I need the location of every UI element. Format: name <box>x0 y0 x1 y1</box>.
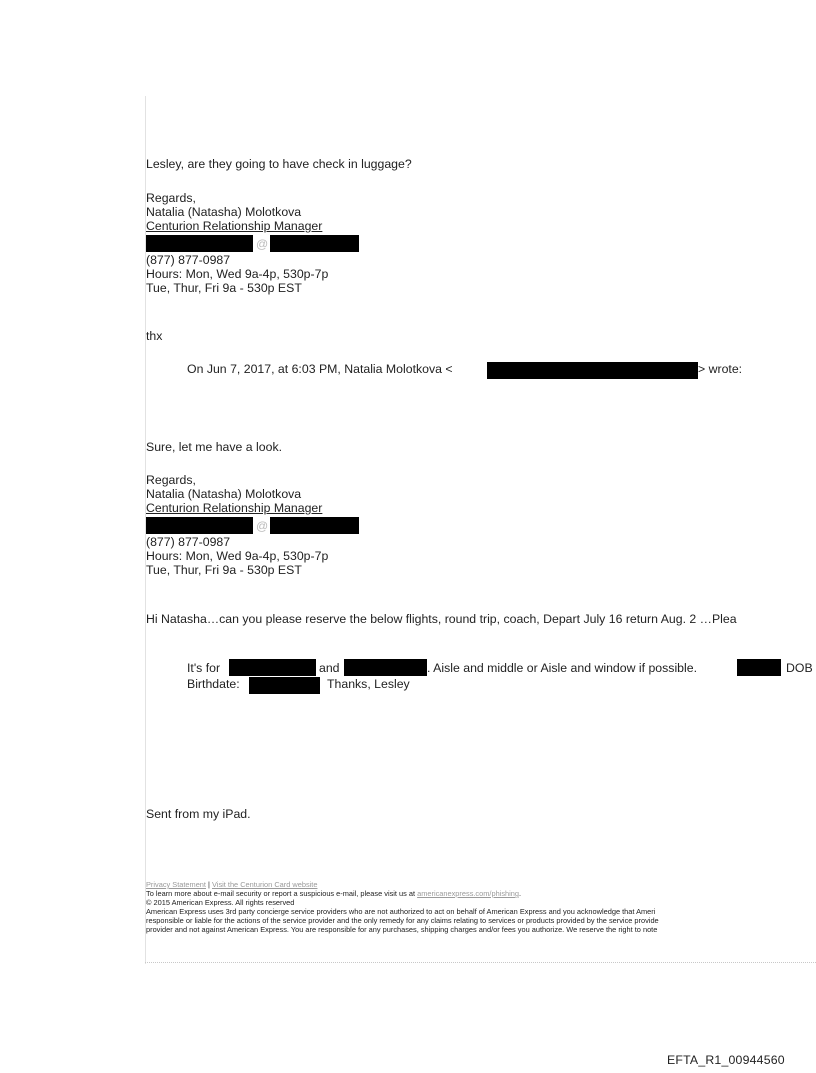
signature-phone: (877) 877-0987 <box>146 253 231 267</box>
legal-line-3: provider and not against American Express. You are responsible for any purchases, shipping charges and/or fees you authorize. We reserve the right to note <box>146 925 658 934</box>
quote-header-prefix: On Jun 7, 2017, at 6:03 PM, Natalia Molotkova < <box>187 362 453 376</box>
redacted-sender-email <box>487 362 698 379</box>
security-period: . <box>518 889 522 898</box>
redacted-email-user <box>146 517 253 534</box>
signature-name: Natalia (Natasha) Molotkova <box>146 487 302 501</box>
quote-header-suffix: > wrote: <box>698 362 743 376</box>
details-thanks: Thanks, Lesley <box>327 677 410 691</box>
security-line <box>146 889 521 898</box>
signature-regards: Regards, <box>146 473 196 487</box>
sent-from: Sent from my iPad. <box>146 807 251 821</box>
at-sign: @ <box>256 519 269 533</box>
message2-body: Sure, let me have a look. <box>146 440 283 454</box>
document-id: EFTA_R1_00944560 <box>667 1053 785 1067</box>
signature-title: Centurion Relationship Manager <box>146 501 323 515</box>
question-line: Lesley, are they going to have check in luggage? <box>146 157 412 171</box>
copyright: © 2015 American Express. All rights reserved <box>146 898 295 907</box>
security-text: To learn more about e-mail security or report a suspicious e-mail, please visit us at <box>146 889 418 898</box>
signature-name: Natalia (Natasha) Molotkova <box>146 205 302 219</box>
centurion-website-link[interactable]: Visit the Centurion Card website <box>212 880 318 889</box>
signature-regards: Regards, <box>146 191 196 205</box>
details-birthdate: Birthdate: <box>187 677 240 691</box>
link-separator: | <box>205 880 213 889</box>
email-bottom-border <box>145 962 816 963</box>
legal-line-2: responsible or liable for the actions of the service provider and the only remedy for any claims relating to services or products provided by the service provide <box>146 916 659 925</box>
phishing-link[interactable]: americanexpress.com/phishing <box>417 889 519 898</box>
details-its-for: It's for <box>187 661 221 675</box>
privacy-statement-link[interactable]: Privacy Statement <box>146 880 206 889</box>
redacted-email-user <box>146 235 253 252</box>
redacted-name-3 <box>737 659 781 676</box>
signature-hours-1: Hours: Mon, Wed 9a-4p, 530p-7p <box>146 267 329 281</box>
redacted-passenger-1 <box>229 659 316 676</box>
signature-phone: (877) 877-0987 <box>146 535 231 549</box>
redacted-birthdate <box>249 677 320 694</box>
redacted-passenger-2 <box>344 659 427 676</box>
details-seat-preference: . Aisle and middle or Aisle and window if possible. <box>427 661 697 675</box>
redacted-email-domain <box>270 517 359 534</box>
flight-request: Hi Natasha…can you please reserve the below flights, round trip, coach, Depart July 16 return Aug. 2 …Plea <box>146 612 737 626</box>
signature-title: Centurion Relationship Manager <box>146 219 323 233</box>
signature-hours-2: Tue, Thur, Fri 9a - 530p EST <box>146 281 302 295</box>
details-and: and <box>319 661 340 675</box>
redacted-email-domain <box>270 235 359 252</box>
legal-line-1: American Express uses 3rd party concierge service providers who are not authorized to act on behalf of American Express and you acknowledge that Ameri <box>146 907 656 916</box>
details-dob: DOB <box>786 661 813 675</box>
signature-hours-1: Hours: Mon, Wed 9a-4p, 530p-7p <box>146 549 329 563</box>
legal-links <box>146 880 317 889</box>
reply-thx: thx <box>146 329 163 343</box>
signature-hours-2: Tue, Thur, Fri 9a - 530p EST <box>146 563 302 577</box>
at-sign: @ <box>256 237 269 251</box>
